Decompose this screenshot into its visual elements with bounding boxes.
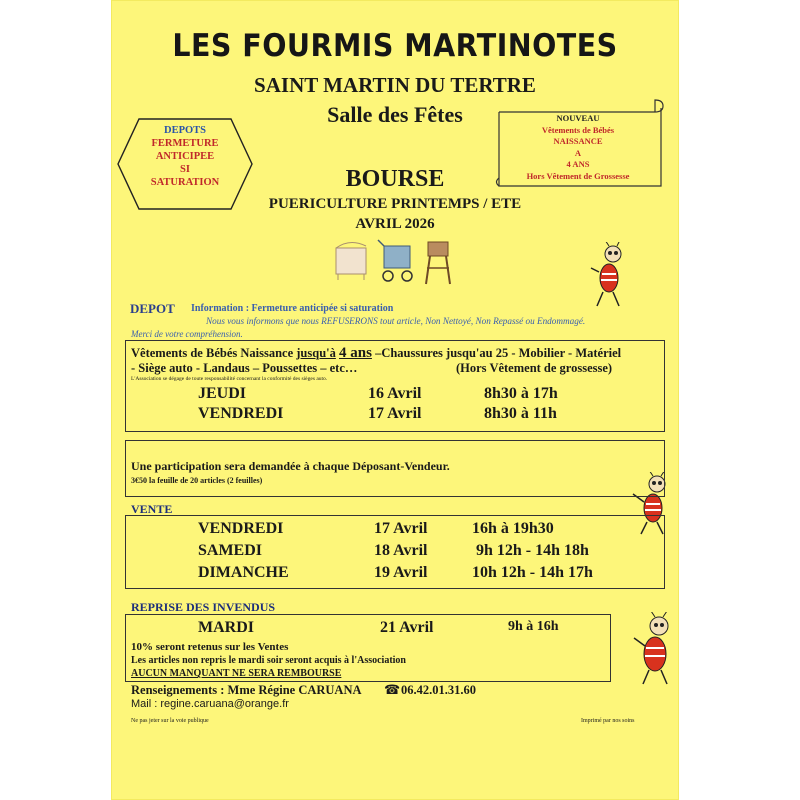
baby-items-illustration bbox=[330, 238, 460, 286]
depot-date: 17 Avril bbox=[368, 405, 422, 422]
vente-date: 18 Avril bbox=[374, 542, 428, 559]
depot-day: VENDREDI bbox=[198, 405, 284, 422]
reprise-heading: REPRISE DES INVENDUS bbox=[131, 600, 276, 614]
depot-items-line1 bbox=[131, 345, 621, 362]
event-date: AVRIL 2026 bbox=[355, 216, 435, 232]
depot-notice: Nous vous informons que nous REFUSERONS tout article, Non Nettoyé, Non Repassé ou Endommagé. bbox=[206, 316, 586, 326]
nouveau-line: Hors Vêtement de Grossesse bbox=[526, 170, 630, 181]
contact-mail[interactable]: Mail : regine.caruana@orange.fr bbox=[131, 698, 289, 710]
stroller-icon bbox=[378, 240, 412, 281]
event-name: BOURSE bbox=[345, 166, 445, 192]
contact-phone: 06.42.01.31.60 bbox=[401, 683, 476, 697]
hexagon-line: SI bbox=[180, 164, 190, 175]
vente-hours: 16h à 19h30 bbox=[472, 520, 554, 537]
page-title: LES FOURMIS MARTINOTES bbox=[172, 28, 618, 64]
flyer-sheet bbox=[111, 0, 679, 800]
hexagon-line: FERMETURE bbox=[151, 138, 219, 149]
vente-day: VENDREDI bbox=[198, 520, 284, 537]
depot-heading: DEPOT bbox=[130, 301, 175, 316]
participation-text: Une participation sera demandée à chaque Déposant-Vendeur. bbox=[131, 459, 450, 473]
depot-hours: 8h30 à 11h bbox=[484, 405, 557, 422]
high-chair-icon bbox=[426, 242, 450, 284]
reprise-line1: 10% seront retenus sur les Ventes bbox=[131, 641, 289, 653]
nouveau-line: 4 ANS bbox=[566, 159, 590, 169]
hexagon-line: DEPOTS bbox=[163, 125, 206, 136]
depot-items-part: 4 ans bbox=[339, 345, 372, 361]
reprise-day: MARDI bbox=[198, 619, 254, 636]
vente-date: 17 Avril bbox=[374, 520, 428, 537]
vente-day: SAMEDI bbox=[198, 542, 263, 559]
vente-hours: 9h 12h - 14h 18h bbox=[476, 542, 589, 559]
depot-date: 16 Avril bbox=[368, 385, 422, 402]
depot-day: JEUDI bbox=[198, 385, 247, 402]
reprise-date: 21 Avril bbox=[380, 619, 434, 636]
ant-mascot-icon bbox=[589, 242, 629, 310]
telephone-icon: ☎ bbox=[384, 682, 401, 697]
footer-left: Ne pas jeter sur la voie publique bbox=[131, 718, 209, 724]
depot-hours: 8h30 à 17h bbox=[484, 385, 558, 402]
depot-items-line2: - Siège auto - Landaus – Poussettes – etc… bbox=[131, 361, 358, 375]
nouveau-line: Vêtements de Bébés bbox=[541, 124, 615, 135]
depot-items-hors: (Hors Vêtement de grossesse) bbox=[456, 361, 613, 375]
nouveau-line: NAISSANCE bbox=[553, 136, 603, 146]
depot-disclaimer: L'Association se dégage de toute responsabilité concernant la conformité des sièges auto. bbox=[131, 376, 328, 382]
depot-items-part: Vêtements de Bébés Naissance bbox=[131, 346, 294, 360]
nouveau-line: A bbox=[574, 147, 582, 158]
vente-hours: 10h 12h - 14h 17h bbox=[472, 564, 593, 581]
reprise-box bbox=[125, 614, 611, 682]
participation-price: 3€50 la feuille de 20 articles (2 feuilles) bbox=[131, 476, 263, 485]
depot-items-part: –Chaussures jusqu'au 25 - Mobilier - Matériel bbox=[375, 346, 622, 360]
cradle-icon bbox=[336, 242, 366, 280]
vente-date: 19 Avril bbox=[374, 564, 428, 581]
depot-box bbox=[125, 340, 665, 432]
town-name: SAINT MARTIN DU TERTRE bbox=[254, 73, 536, 97]
depot-thanks: Merci de votre compréhension. bbox=[131, 329, 243, 339]
depot-items-part: jusqu'à bbox=[296, 346, 336, 360]
reprise-line3: AUCUN MANQUANT NE SERA REMBOURSE bbox=[131, 668, 342, 679]
hexagon-line: SATURATION bbox=[150, 177, 220, 188]
vente-heading: VENTE bbox=[131, 502, 173, 516]
ant-mascot-icon bbox=[631, 612, 677, 688]
nouveau-line: NOUVEAU bbox=[556, 113, 600, 123]
reprise-line2: Les articles non repris le mardi soir seront acquis à l'Association bbox=[131, 655, 406, 666]
vente-day: DIMANCHE bbox=[198, 564, 289, 581]
participation-box bbox=[125, 440, 665, 497]
reprise-hours: 9h à 16h bbox=[508, 619, 559, 634]
hexagon-line: ANTICIPEE bbox=[155, 151, 215, 162]
venue-name: Salle des Fêtes bbox=[327, 102, 463, 127]
contact-label: Renseignements : Mme Régine CARUANA bbox=[131, 683, 362, 697]
vente-box bbox=[125, 515, 665, 589]
event-subtitle: PUERICULTURE PRINTEMPS / ETE bbox=[268, 196, 522, 212]
footer-right: Imprimé par nos soins bbox=[581, 718, 635, 724]
depot-info: Information : Fermeture anticipée si saturation bbox=[191, 303, 394, 314]
